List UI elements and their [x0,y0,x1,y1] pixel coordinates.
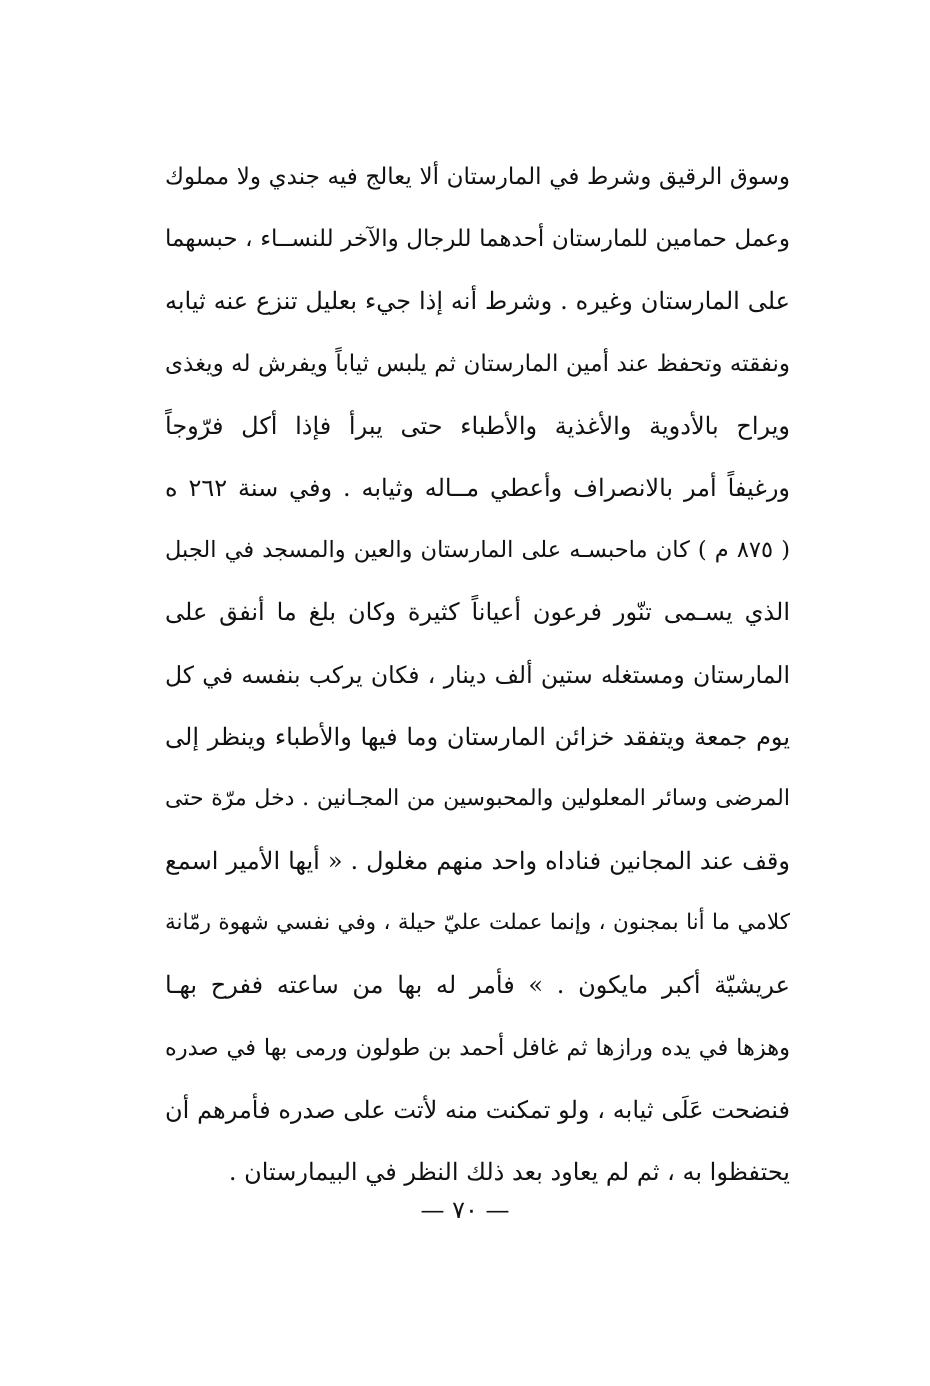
page-number: — ٧٠ — [420,1196,510,1224]
text-line-16: فنضحت عَلَى ثيابه ، ولو تمكنت منه لأتت على صدره فأمرهم أن [165,1095,790,1124]
text-line-13: كلامي ما أنا بمجنون ، وإنما عملت عليّ حيلة ، وفي نفسي شهوة رمّانة [165,910,790,936]
text-line-4: ونفقته وتحفظ عند أمين المارستان ثم يلبس ثياباً ويفرش له ويغذى [165,350,790,377]
text-line-12: وقف عند المجانين فناداه واحد منهم مغلول . « أيها الأمير اسمع [165,847,790,876]
text-line-14: عريشيّة أكبر مايكون . » فأمر له بها من ساعته ففرح بهـا [165,971,790,1000]
text-line-2: وعمل حمامين للمارستان أحدهما للرجال والآخر للنســاء ، حبسهما [165,226,790,253]
text-line-3: على المارستان وغيره . وشرط أنه إذا جيء بعليل تنزع عنه ثيابه [165,287,790,316]
text-line-5: ويراح بالأدوية والأغذية والأطباء حتى يبرأ فإذا أكل فرّوجاً [165,411,790,440]
text-line-11: المرضى وسائر المعلولين والمحبوسين من المجـانين . دخل مرّة حتى [165,785,790,811]
text-line-8: الذي يسـمى تنّور فرعون أعياناً كثيرة وكان بلغ ما أنفق على [165,598,790,627]
text-line-1: وسوق الرقيق وشرط في المارستان ألا يعالج فيه جندي ولا مملوك [165,164,790,190]
text-line-15: وهزها في يده ورازها ثم غافل أحمد بن طولون ورمى بها في صدره [165,1034,790,1061]
text-line-9: المارستان ومستغله ستين ألف دينار ، فكان يركب بنفسه في كل [165,660,790,689]
body-text [165,146,790,1203]
text-line-10: يوم جمعة ويتفقد خزائن المارستان وما فيها والأطباء وينظر إلى [165,722,790,751]
text-line-17: يحتفظوا به ، ثم لم يعاود بعد ذلك النظر في البيمارستان . [228,1158,790,1186]
text-line-7: ( ٨٧٥ م ) كان ماحبسـه على المارستان والعين والمسجد في الجبل [165,537,790,564]
text-line-6: ورغيفاً أمر بالانصراف وأعطي مــاله وثيابه . وفي سنة ٢٦٢ ه [165,473,790,502]
